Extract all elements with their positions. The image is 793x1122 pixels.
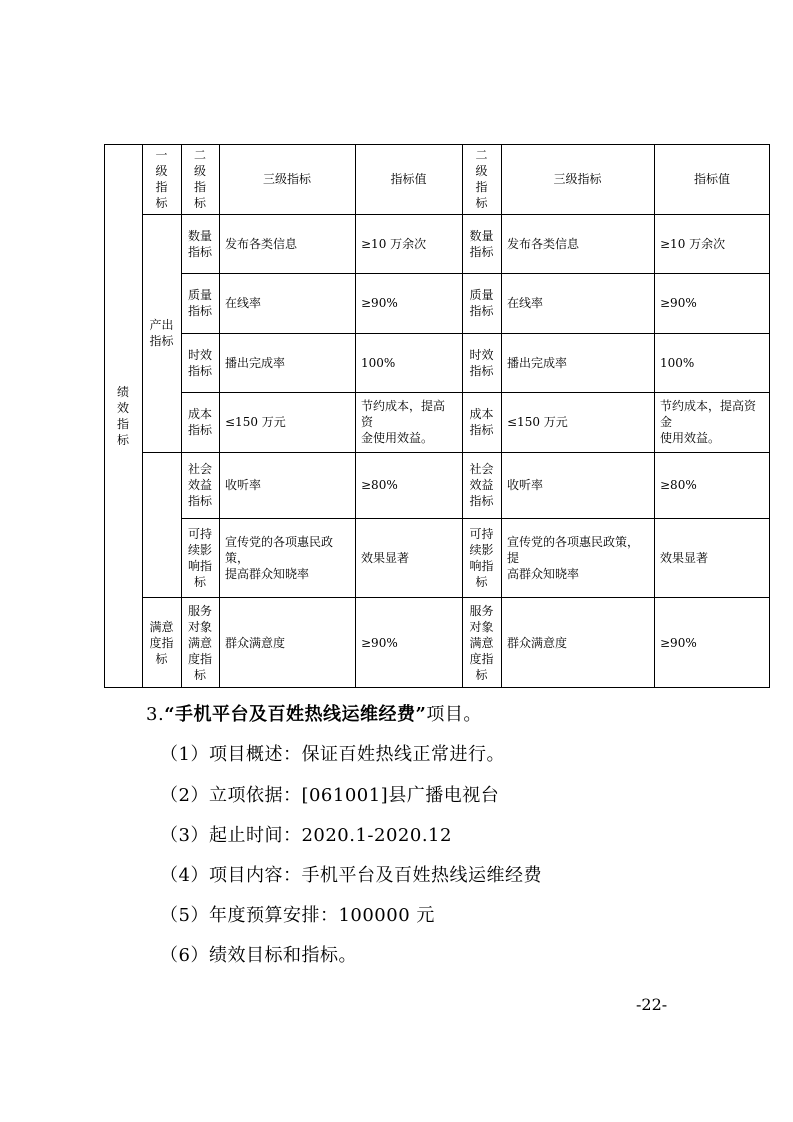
- header-value: 指标值: [390, 172, 427, 186]
- header-level3-right-cell: [501, 144, 654, 214]
- heading-prefix: 3.: [146, 704, 165, 725]
- row-quantity-l2: 数量 指标: [187, 228, 212, 259]
- row-cost-value-right: 节约成本，提高资金 使用效益。: [660, 399, 757, 445]
- row-satisfaction-l3-right: 群众满意度: [507, 635, 568, 650]
- heading-suffix: 项目。: [426, 704, 482, 725]
- row-social-l2-right: 社会 效益 指标: [469, 462, 494, 508]
- row-sustainable-l2-right: 可持 续影 响指 标: [469, 526, 494, 589]
- row-quality-l2-right: 质量 指标: [469, 288, 494, 318]
- row-quality-l2: 质量 指标: [187, 288, 212, 318]
- row-quality-value: ≥90%: [361, 296, 398, 310]
- group-output: 产出 指标: [149, 318, 174, 348]
- row-social-l3-right: 收听率: [507, 478, 544, 492]
- row-sustainable-value-right: 效果显著: [660, 550, 709, 565]
- row-cost-l3: ≤150 万元: [225, 415, 286, 429]
- group-satisfaction-cell: [142, 597, 181, 688]
- row-timeliness-l3: 播出完成率: [225, 355, 286, 370]
- row-quality-l3-right: 在线率: [507, 296, 544, 310]
- row-timeliness-l2: 时效 指标: [187, 347, 212, 378]
- row-sustainable-l3: 宣传党的各项惠民政策， 提高群众知晓率: [225, 534, 334, 581]
- header-level2-cell: [181, 144, 219, 214]
- row-satisfaction-l2: 服务 对象 满意 度指 标: [187, 603, 212, 682]
- row-cost-l2: 成本 指标: [187, 407, 212, 437]
- row-social-l2: 社会 效益 指标: [187, 462, 212, 508]
- item-budget: （5）年度预算安排：100000 元: [160, 905, 435, 926]
- page-number: -22-: [636, 995, 668, 1014]
- group-effect-cell: [142, 452, 181, 597]
- section-heading: [146, 700, 482, 726]
- row-cost-value: 节约成本，提高资 金使用效益。: [361, 399, 446, 445]
- row-timeliness-value-right: 100%: [660, 355, 695, 370]
- row-sustainable-value: 效果显著: [361, 550, 410, 565]
- row-quantity-l3: 发布各类信息: [225, 236, 298, 251]
- item-period: （3）起止时间：2020.1-2020.12: [160, 825, 452, 846]
- header-level1: 一 级 指 标: [155, 148, 168, 210]
- row-cost-l2-right: 成本 指标: [469, 407, 494, 437]
- item-basis: （2）立项依据：[061001]县广播电视台: [160, 785, 500, 806]
- row-timeliness-value: 100%: [361, 355, 396, 370]
- row-quantity-l3-right: 发布各类信息: [507, 236, 580, 251]
- row-social-l3: 收听率: [225, 478, 262, 492]
- row-sustainable-l2: 可持 续影 响指 标: [187, 526, 212, 589]
- header-value-right: 指标值: [693, 172, 730, 186]
- header-value-right-cell: [654, 144, 770, 214]
- row-timeliness-l2-right: 时效 指标: [469, 347, 494, 378]
- outer-label-cell: [104, 144, 142, 688]
- heading-title: “手机平台及百姓热线运维经费”: [164, 704, 427, 725]
- row-quality-l3: 在线率: [225, 296, 262, 310]
- item-targets: （6）绩效目标和指标。: [160, 945, 357, 966]
- row-social-value-right: ≥80%: [660, 478, 697, 492]
- header-level3-right: 三级指标: [553, 172, 602, 186]
- row-satisfaction-l3: 群众满意度: [225, 635, 286, 650]
- header-level3-cell: [219, 144, 355, 214]
- row-quantity-l2-right: 数量 指标: [469, 228, 494, 259]
- row-quality-value-right: ≥90%: [660, 296, 697, 310]
- header-value-cell: [355, 144, 462, 214]
- group-output-cell: [142, 214, 181, 452]
- row-social-value: ≥80%: [361, 478, 398, 492]
- header-level2-right: 二 级 指 标: [475, 148, 488, 210]
- item-content: （4）项目内容：手机平台及百姓热线运维经费: [160, 865, 542, 886]
- row-quantity-value-right: ≥10 万余次: [660, 236, 726, 251]
- row-satisfaction-value: ≥90%: [361, 635, 398, 650]
- row-cost-l3-right: ≤150 万元: [507, 415, 568, 429]
- outer-label: 绩 效 指 标: [116, 385, 129, 447]
- header-level1-cell: [142, 144, 181, 214]
- row-sustainable-l3-right: 宣传党的各项惠民政策，提 高群众知晓率: [507, 534, 640, 581]
- group-satisfaction: 满意 度指 标: [149, 619, 174, 666]
- row-satisfaction-value-right: ≥90%: [660, 635, 697, 650]
- performance-table: [104, 144, 770, 688]
- row-timeliness-l3-right: 播出完成率: [507, 355, 568, 370]
- item-overview: （1）项目概述：保证百姓热线正常进行。: [160, 744, 505, 765]
- row-quantity-value: ≥10 万余次: [361, 236, 427, 251]
- header-level3: 三级指标: [262, 172, 311, 186]
- row-satisfaction-l2-right: 服务 对象 满意 度指 标: [469, 603, 494, 682]
- header-level2-right-cell: [462, 144, 501, 214]
- header-level2: 二 级 指 标: [193, 148, 206, 210]
